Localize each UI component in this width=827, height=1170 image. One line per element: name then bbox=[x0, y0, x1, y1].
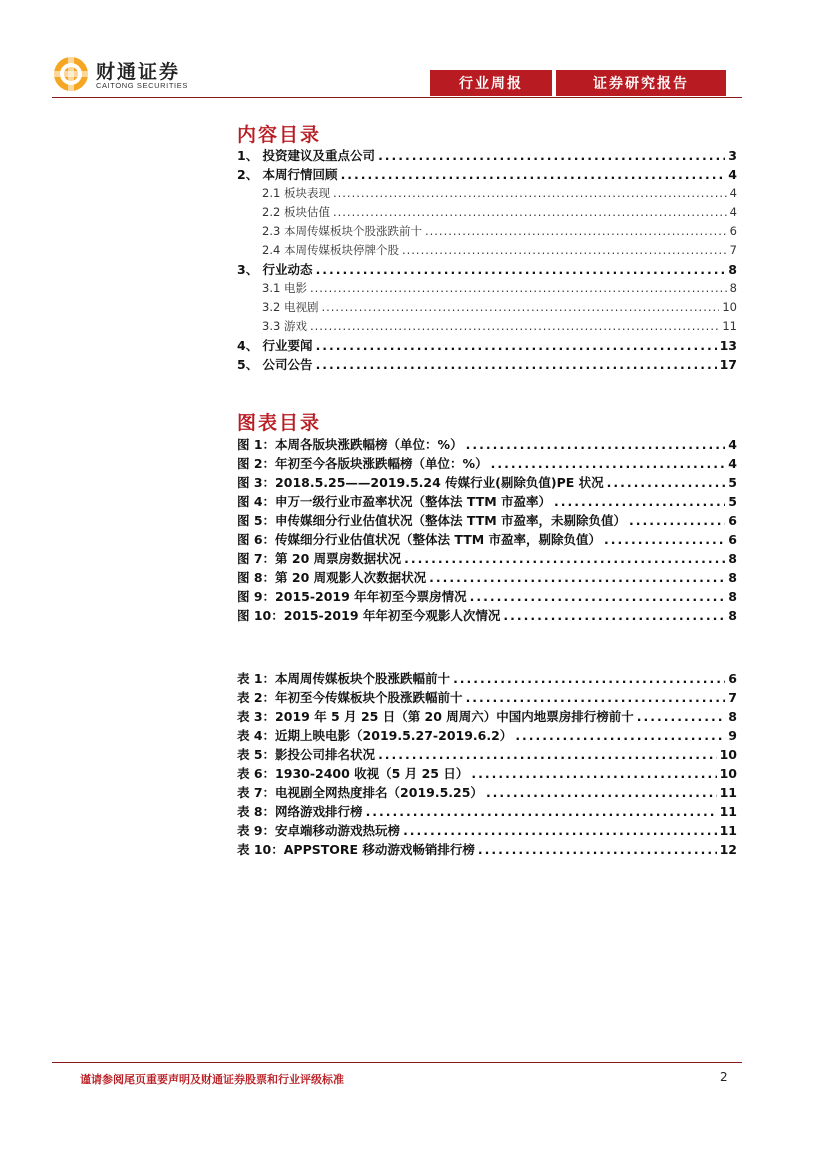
figure-entry[interactable]: 图 6：传媒细分行业估值状况（整体法 TTM 市盈率，剔除负值） ..... 6 bbox=[237, 530, 737, 549]
toc-entry[interactable]: 3.2 电视剧 ..... 10 bbox=[237, 298, 737, 317]
contents-list bbox=[237, 146, 737, 374]
toc-entry[interactable]: 5、 公司公告 ..... 17 bbox=[237, 355, 737, 374]
figure-entry[interactable]: 图 1：本周各版块涨跌幅榜（单位：%） ..... 4 bbox=[237, 435, 737, 454]
header-tabs bbox=[430, 70, 726, 96]
toc-entry[interactable]: 2.1 板块表现 ..... 4 bbox=[237, 184, 737, 203]
toc-entry[interactable]: 2.2 板块估值 ..... 4 bbox=[237, 203, 737, 222]
figure-entry[interactable]: 图 7：第 20 周票房数据状况 ..... 8 bbox=[237, 549, 737, 568]
page-number: 2 bbox=[720, 1070, 728, 1084]
figure-entry[interactable]: 图 9：2015-2019 年年初至今票房情况 ..... 8 bbox=[237, 587, 737, 606]
report-type-tab: 行业周报 bbox=[430, 70, 552, 96]
figures-list bbox=[237, 435, 737, 625]
table-entry[interactable]: 表 6：1930-2400 收视（5 月 25 日） ..... 10 bbox=[237, 764, 737, 783]
toc-entry[interactable]: 2、 本周行情回顾 ..... 4 bbox=[237, 165, 737, 184]
table-entry[interactable]: 表 8：网络游戏排行榜 ..... 11 bbox=[237, 802, 737, 821]
logo-chinese-name: 财通证券 bbox=[96, 61, 181, 83]
report-category-tab: 证券研究报告 bbox=[556, 70, 726, 96]
figure-entry[interactable]: 图 2：年初至今各版块涨跌幅榜（单位：%） ..... 4 bbox=[237, 454, 737, 473]
figure-entry[interactable]: 图 5：申传媒细分行业估值状况（整体法 TTM 市盈率，未剔除负值） ..... 6 bbox=[237, 511, 737, 530]
table-entry[interactable]: 表 9：安卓端移动游戏热玩榜 ..... 11 bbox=[237, 821, 737, 840]
table-entry[interactable]: 表 4：近期上映电影（2019.5.27-2019.6.2） ..... 9 bbox=[237, 726, 737, 745]
logo-english-name: CAITONG SECURITIES bbox=[96, 81, 188, 90]
contents-title: 内容目录 bbox=[237, 124, 322, 146]
toc-entry[interactable]: 1、 投资建议及重点公司 ..... 3 bbox=[237, 146, 737, 165]
figure-entry[interactable]: 图 4：申万一级行业市盈率状况（整体法 TTM 市盈率） ..... 5 bbox=[237, 492, 737, 511]
toc-entry[interactable]: 3.3 游戏 ..... 11 bbox=[237, 317, 737, 336]
caitong-logo-icon bbox=[52, 55, 90, 93]
toc-entry[interactable]: 2.3 本周传媒板块个股涨跌前十 ..... 6 bbox=[237, 222, 737, 241]
table-entry[interactable]: 表 3：2019 年 5 月 25 日（第 20 周周六）中国内地票房排行榜前十 ..... 8 bbox=[237, 707, 737, 726]
figure-entry[interactable]: 图 10：2015-2019 年年初至今观影人次情况 ..... 8 bbox=[237, 606, 737, 625]
toc-entry[interactable]: 4、 行业要闻 ..... 13 bbox=[237, 336, 737, 355]
footer-divider bbox=[52, 1062, 742, 1063]
toc-entry[interactable]: 3、 行业动态 ..... 8 bbox=[237, 260, 737, 279]
table-entry[interactable]: 表 5：影投公司排名状况 ..... 10 bbox=[237, 745, 737, 764]
footer-disclaimer: 谨请参阅尾页重要声明及财通证券股票和行业评级标准 bbox=[80, 1073, 344, 1086]
table-entry[interactable]: 表 10：APPSTORE 移动游戏畅销排行榜 ..... 12 bbox=[237, 840, 737, 859]
company-logo bbox=[52, 55, 212, 95]
table-entry[interactable]: 表 2：年初至今传媒板块个股涨跌幅前十 ..... 7 bbox=[237, 688, 737, 707]
figures-title: 图表目录 bbox=[237, 412, 322, 434]
table-entry[interactable]: 表 7：电视剧全网热度排名（2019.5.25） ..... 11 bbox=[237, 783, 737, 802]
header-divider bbox=[52, 97, 742, 98]
figure-entry[interactable]: 图 3：2018.5.25——2019.5.24 传媒行业(剔除负值)PE 状况 ..... 5 bbox=[237, 473, 737, 492]
table-entry[interactable]: 表 1：本周周传媒板块个股涨跌幅前十 ..... 6 bbox=[237, 669, 737, 688]
toc-entry[interactable]: 2.4 本周传媒板块停牌个股 ..... 7 bbox=[237, 241, 737, 260]
tables-list bbox=[237, 669, 737, 859]
toc-entry[interactable]: 3.1 电影 ..... 8 bbox=[237, 279, 737, 298]
figure-entry[interactable]: 图 8：第 20 周观影人次数据状况 ..... 8 bbox=[237, 568, 737, 587]
